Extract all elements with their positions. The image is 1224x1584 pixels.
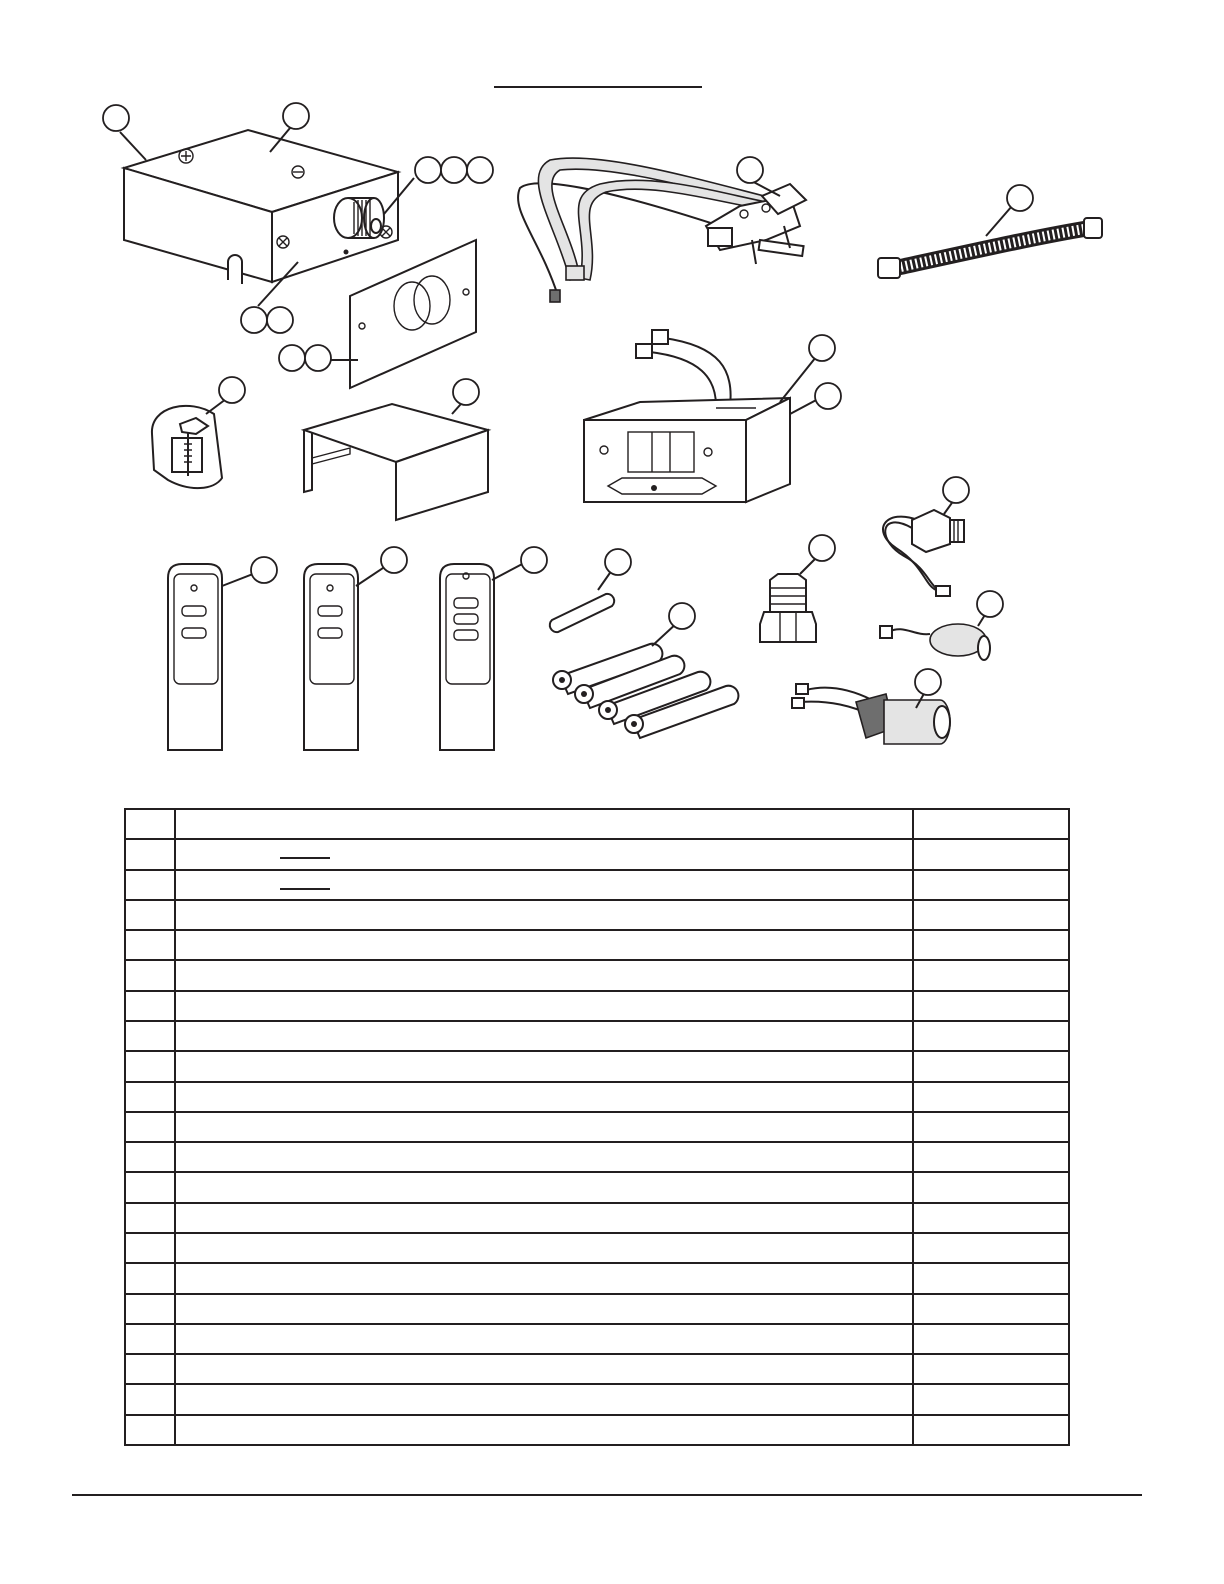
key-cell [125,870,175,900]
table-row [125,1021,1069,1051]
part-number-cell [913,991,1069,1021]
description-cell [175,1263,913,1293]
key-cell [125,1233,175,1263]
thermostat-sensor [880,624,990,660]
key-cell [125,1384,175,1414]
flex-gas-line [878,218,1102,278]
mounting-clamp [152,406,222,488]
battery-single [550,594,614,632]
part-number-cell [913,900,1069,930]
pilot-assembly [518,158,806,302]
key-cell [125,1203,175,1233]
table-row [125,1294,1069,1324]
compression-fitting [760,574,816,642]
description-cell [175,1294,913,1324]
table-row [125,870,1069,900]
key-cell [125,1354,175,1384]
description-cell [175,1324,913,1354]
key-cell [125,1021,175,1051]
underline-blank [280,847,330,859]
remote-transmitter-2-button-b [304,564,358,750]
table-row [125,1415,1069,1445]
table-row [125,1233,1069,1263]
part-number-cell [913,1203,1069,1233]
description-cell [175,839,913,869]
key-cell [125,930,175,960]
key-cell [125,839,175,869]
part-number-cell [913,930,1069,960]
table-row [125,1142,1069,1172]
table-row [125,1263,1069,1293]
description-cell [175,991,913,1021]
table-row [125,960,1069,990]
part-number-cell [913,1384,1069,1414]
part-number-cell [913,1233,1069,1263]
parts-list-table [124,808,1070,1446]
key-cell [125,1112,175,1142]
description-cell [175,870,913,900]
header-key-cell [125,809,175,839]
part-number-cell [913,1354,1069,1384]
part-number-cell [913,1112,1069,1142]
key-cell [125,960,175,990]
parts-diagram [0,0,1224,790]
description-cell [175,1021,913,1051]
part-number-cell [913,1294,1069,1324]
part-number-cell [913,1021,1069,1051]
part-number-cell [913,839,1069,869]
remote-transmitter-3-button [440,564,494,750]
description-cell [175,1233,913,1263]
remote-transmitter-2-button-a [168,564,222,750]
table-row [125,1082,1069,1112]
table-row [125,1203,1069,1233]
key-cell [125,1082,175,1112]
table-row [125,1384,1069,1414]
table-row [125,1354,1069,1384]
description-cell [175,930,913,960]
description-cell [175,1354,913,1384]
table-header-row [125,809,1069,839]
key-cell [125,1263,175,1293]
part-number-cell [913,960,1069,990]
key-cell [125,1142,175,1172]
description-cell [175,1415,913,1445]
key-cell [125,900,175,930]
key-cell [125,1051,175,1081]
description-cell [175,1142,913,1172]
solenoid-valve [883,510,964,596]
receiver-cover [304,404,488,520]
table-row [125,839,1069,869]
table-row [125,1051,1069,1081]
key-cell [125,1294,175,1324]
part-number-cell [913,1142,1069,1172]
table-row [125,900,1069,930]
key-cell [125,991,175,1021]
control-knob [334,198,384,238]
key-cell [125,1324,175,1354]
header-description-cell [175,809,913,839]
description-cell [175,960,913,990]
table-row [125,1172,1069,1202]
description-cell [175,1082,913,1112]
header-part-number-cell [913,809,1069,839]
key-cell [125,1415,175,1445]
part-number-cell [913,1324,1069,1354]
key-cell [125,1172,175,1202]
wall-plate [350,240,476,388]
description-cell [175,1112,913,1142]
part-number-cell [913,1172,1069,1202]
footer-rule [72,1494,1142,1496]
description-cell [175,1172,913,1202]
underline-blank [280,878,330,890]
part-number-cell [913,1415,1069,1445]
table-row [125,930,1069,960]
table-row [125,1324,1069,1354]
batteries-4-pack [553,644,738,738]
description-cell [175,1051,913,1081]
description-cell [175,1384,913,1414]
description-cell [175,900,913,930]
table-row [125,991,1069,1021]
part-number-cell [913,1263,1069,1293]
wall-switch-box [584,330,790,502]
part-number-cell [913,1082,1069,1112]
part-number-cell [913,1051,1069,1081]
description-cell [175,1203,913,1233]
part-number-cell [913,870,1069,900]
table-row [125,1112,1069,1142]
